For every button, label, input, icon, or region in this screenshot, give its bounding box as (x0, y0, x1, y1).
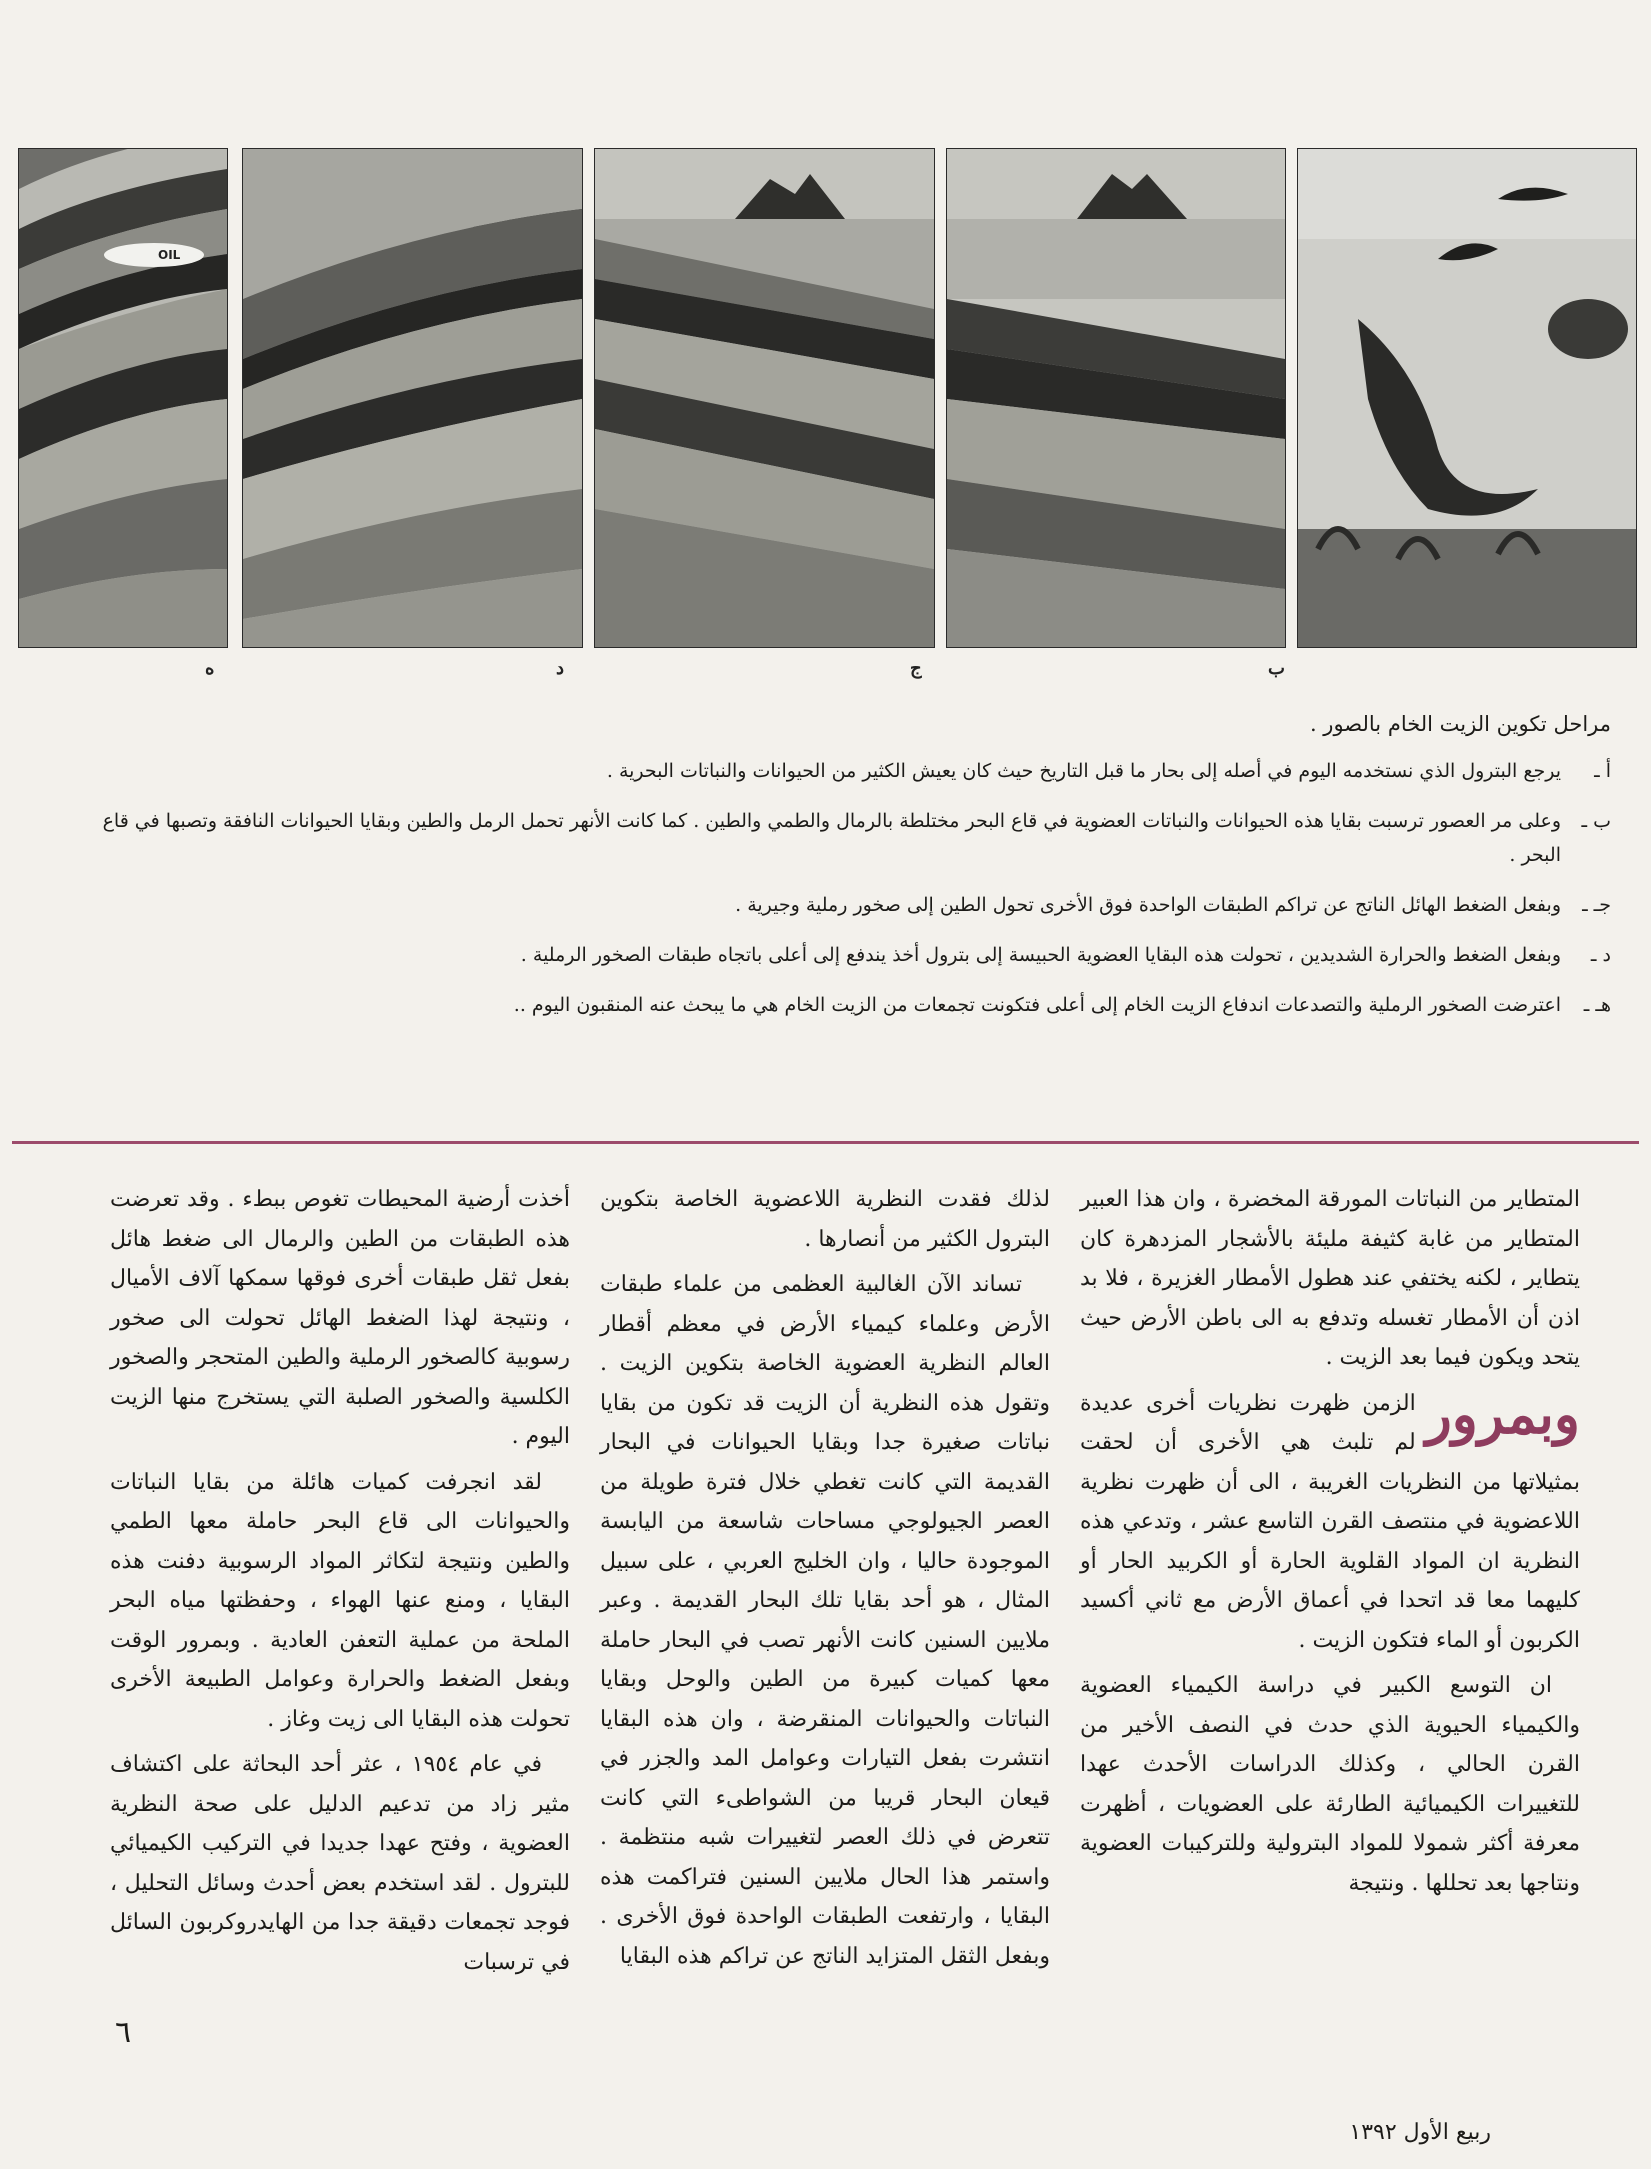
caption-item (70, 754, 1611, 788)
caption-text: وبفعل الضغط الهائل الناتج عن تراكم الطبقات الواحدة فوق الأخرى تحول الطين إلى صخور رملية وجيرية . (735, 894, 1561, 916)
paragraph: لقد انجرفت كميات هائلة من بقايا النباتات والحيوانات الى قاع البحر حاملة معها الطمي والطين ونتيجة لتكاثر المواد الرسوبية دفنت هذه البقايا ، ومنع عنها الهواء ، وحفظتها مياه البحر الملحة من عملية التعفن العادية . وبمرور الوقت وبفعل الضغط والحرارة وعوامل الطبيعة الأخرى تحولت هذه البقايا الى زيت وغاز . (110, 1469, 570, 1732)
paragraph: تساند الآن الغالبية العظمى من علماء طبقات الأرض وعلماء كيمياء الأرض في معظم أقطار العالم النظرية العضوية الخاصة بتكوين الزيت . وتقول هذه النظرية أن الزيت قد تكون من بقايا نباتات صغيرة جدا وبقايا الحيوانات في البحار القديمة التي كانت تغطي خلال فترة طويلة من العصر الجيولوجي مساحات شاسعة من اليابسة الموجودة حاليا ، وان الخليج العربي ، على سبيل المثال ، هو أحد بقايا تلك البحار القديمة . وعبر ملايين السنين كانت الأنهر تصب في البحار حاملة معها كميات كبيرة من الطين والوحل وبقايا النباتات والحيوانات المنقرضة ، وان هذه البقايا انتشرت بفعل التيارات وعوامل المد والجزر في قيعان البحار قريبا من الشواطىء التي كانت تتعرض في ذلك العصر لتغييرات شبه منتظمة . واستمر هذا الحال ملايين السنين فتراكمت هذه البقايا ، وارتفعت الطبقات الواحدة فوق الأخرى . وبفعل الثقل المتزايد الناتج عن تراكم هذه البقايا (600, 1272, 1050, 1969)
oil-label: OIL (158, 248, 181, 262)
panel-label-dal: د (556, 658, 565, 679)
caption-key: د ـ (1590, 944, 1611, 966)
caption-item (70, 938, 1611, 972)
caption-text: وعلى مر العصور ترسبت بقايا هذه الحيوانات والنباتات العضوية في قاع البحر مختلطة بالرمال والطمي والطين . كما كانت الأنهر تحمل الرمل والطين وبقايا الحيوانات النافقة وتصبها في قاع البحر . (102, 810, 1561, 866)
caption-text: يرجع البترول الذي نستخدمه اليوم في أصله إلى بحار ما قبل التاريخ حيث كان يعيش الكثير من الحيوانات والنباتات البحرية . (606, 760, 1561, 782)
illustration-panel-jim (594, 148, 935, 648)
illustration-panel-ba (946, 148, 1286, 648)
caption-item (70, 804, 1611, 872)
drop-cap-word: وبمرور (1425, 1381, 1580, 1446)
panel-label-he: ه (205, 658, 215, 679)
caption-title: مراحل تكوين الزيت الخام بالصور . (1309, 712, 1611, 736)
panel-label-jim: ج (910, 658, 922, 679)
issue-date: ربيع الأول ١٣٩٢ (1349, 2120, 1491, 2145)
caption-key: هـ ـ (1583, 994, 1611, 1016)
illustration-panel-alif (1297, 148, 1637, 648)
panel-label-ba: ب (1268, 658, 1285, 679)
caption-text: وبفعل الضغط والحرارة الشديدين ، تحولت هذه البقايا العضوية الحبيسة إلى بترول أخذ يندفع إلى أعلى باتجاه طبقات الصخور الرملية . (520, 944, 1561, 966)
paragraph: المتطاير من النباتات المورقة المخضرة ، وان هذا العبير المتطاير من غابة كثيفة مليئة بالأشجار المزدهرة كان يتطاير ، لكنه يختفي عند هطول الأمطار الغزيرة ، فلا بد اذن أن الأمطار تغسله وتدفع به الى باطن الأرض حيث يتحد ويكون فيما بعد الزيت . (1080, 1187, 1580, 1370)
text-column-left (110, 1180, 570, 1988)
caption-key: ب ـ (1581, 810, 1611, 832)
paragraph: ان التوسع الكبير في دراسة الكيمياء العضوية والكيمياء الحيوية الذي حدث في النصف الأخير من القرن الحالي ، وكذلك الدراسات الأحدث عهدا للتغييرات الكيميائية الطارئة على العضويات ، أظهرت معرفة أكثر شمولا للمواد البترولية وللتركيبات العضوية ونتاجها بعد تحللها . ونتيجة (1080, 1673, 1580, 1896)
caption-item (70, 988, 1611, 1022)
caption-item (70, 888, 1611, 922)
text-column-right (1080, 1180, 1580, 1909)
paragraph: في عام ١٩٥٤ ، عثر أحد البحاثة على اكتشاف مثير زاد من تدعيم الدليل على صحة النظرية العضوية ، وفتح عهدا جديدا في التركيب الكيميائي للبترول . لقد استخدم بعض أحدث وسائل التحليل ، فوجد تجمعات دقيقة جدا من الهايدروكربون السائل في ترسبات (110, 1752, 570, 1975)
caption-key: جـ ـ (1582, 894, 1611, 916)
page-number: ٦ (115, 2015, 132, 2050)
illustration-panel-dal (242, 148, 583, 648)
illustration-panel-he (18, 148, 228, 648)
figure-caption (70, 712, 1611, 1038)
text-column-middle (600, 1180, 1050, 1982)
section-divider (12, 1141, 1639, 1144)
paragraph: لذلك فقدت النظرية اللاعضوية الخاصة بتكوين البترول الكثير من أنصارها . (600, 1187, 1050, 1252)
caption-text: اعترضت الصخور الرملية والتصدعات اندفاع الزيت الخام إلى أعلى فتكونت تجمعات من الزيت الخام هي ما يبحث عنه المنقبون اليوم .. (513, 994, 1561, 1016)
paragraph (1080, 1381, 1580, 1661)
paragraph-text: الزمن ظهرت نظريات أخرى عديدة لم تلبث هي الأخرى أن لحقت بمثيلاتها من النظريات الغريبة ، الى أن ظهرت نظرية اللاعضوية في منتصف القرن التاسع عشر ، وتدعي هذه النظرية ان المواد القلوية الحارة أو الكربيد الحار أو كليهما معا قد اتحدا في أعماق الأرض مع ثاني أكسيد الكربون أو الماء فتكون الزيت . (1080, 1390, 1580, 1653)
caption-key: أ ـ (1594, 760, 1611, 782)
paragraph: أخذت أرضية المحيطات تغوص ببطء . وقد تعرضت هذه الطبقات من الطين والرمال الى ضغط هائل بفعل ثقل طبقات أخرى فوقها سمكها آلاف الأميال ، ونتيجة لهذا الضغط الهائل تحولت الى صخور رسوبية كالصخور الرملية والطين المتحجر والصخور الكلسية والصخور الصلبة التي يستخرج منها الزيت اليوم . (110, 1187, 570, 1449)
